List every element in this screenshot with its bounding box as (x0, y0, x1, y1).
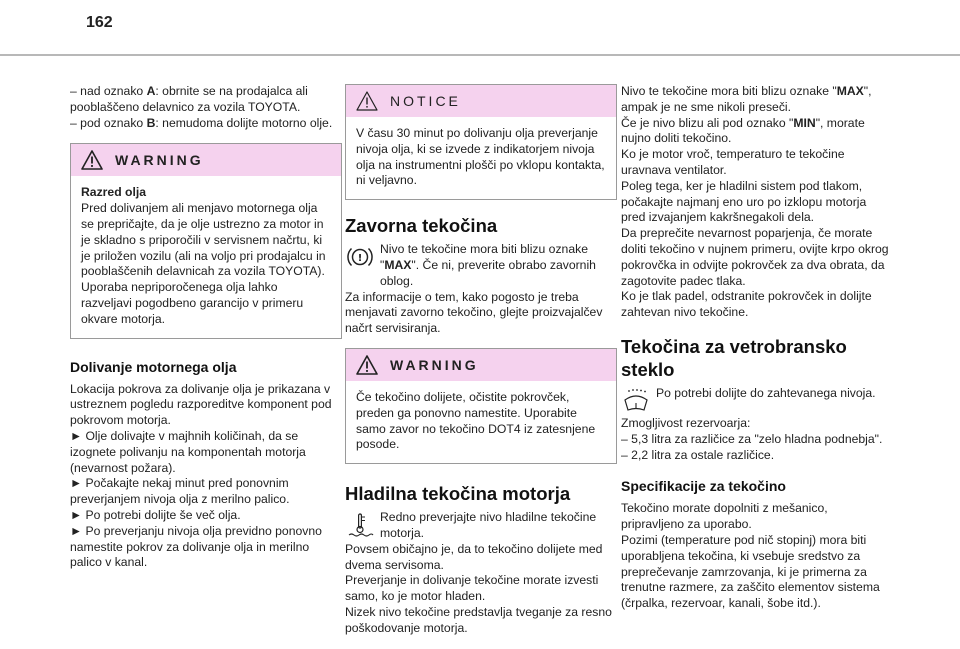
notice-title: NOTICE (390, 93, 461, 109)
oil-grade-text: Pred dolivanjem ali menjavo motornega olja se prepričajte, da je olje ustrezno za motor in je skladno s priporočili v servisnem načrtu, ki je priložen vozilu (ali na voljo pri prodajalcu in pooblaščenih delavnicah za vozila TOYOTA). Uporaba nepriporočenega olja lahko razveljavi pogodbeno garancijo v primeru okvare motorja. (81, 201, 326, 326)
notice-body (346, 117, 616, 199)
notice-triangle-icon (356, 91, 378, 111)
warning-triangle-icon (81, 150, 103, 170)
brake-warning-header (346, 349, 616, 381)
brake-warning-box (345, 348, 617, 464)
coolant-icon-para (345, 510, 617, 542)
column-2 (345, 84, 617, 637)
coolant-hot-engine-text: Ko je motor vroč, temperaturo te tekočine uravnava ventilator. Poleg tega, ker je hladilni sistem pod tlakom, počakajte najmanj eno uro po izklopu motorja pred izvajanjem kakršnegakoli dela. Da preprečite nevarnost poparjenja, če morate doliti tekočino v nujnem primeru, ovijte krpo okrog pokrovčka in odvijte pokrovček za dva obrata, da zagotovite padec tlaka. Ko je tlak padel, odstranite pokrovček in dolijte zahtevan nivo tekočine. (621, 147, 889, 320)
brake-fluid-level-text: Nivo te tekočine mora biti blizu oznake "MAX". Če ni, preverite obrabo zavornih oblog. (380, 242, 596, 288)
reservoir-capacity-text: Zmogljivost rezervoarja: – 5,3 litra za različice za "zelo hladna podnebja". – 2,2 litra za ostale različice. (621, 415, 883, 462)
engine-coolant-title: Hladilna tekočina motorja (345, 483, 571, 505)
brake-fluid-icon-para (345, 242, 617, 289)
warning-title: WARNING (115, 152, 204, 169)
warning-triangle-icon (356, 355, 378, 375)
page-number: 162 (86, 14, 113, 31)
warning-header (71, 144, 341, 176)
brake-warning-body (346, 381, 616, 463)
oil-grade-heading: Razred olja (81, 185, 147, 200)
warning-title: WARNING (390, 356, 479, 373)
coolant-min-text: Če je nivo blizu ali pod oznako "MIN", morate nujno doliti tekočino. (621, 115, 865, 146)
header-rule (0, 54, 960, 56)
column-1 (70, 84, 342, 571)
topping-up-oil-title: Dolivanje motornega olja (70, 358, 237, 375)
notice-text: V času 30 minut po dolivanju olja preverjanje nivoja olja, ki se izvede z indikatorjem nivoja olja na instrumentni plošči po vklopu kontakta, ni veljavno. (356, 126, 605, 188)
brake-fluid-info: Za informacije o tem, kako pogosto je treba menjavati zavorno tekočino, glejte proizvajalčev načrt servisiranja. (345, 289, 603, 336)
svg-text:!: ! (357, 253, 363, 265)
fluid-specification-text: Tekočino morate dopolniti z mešanico, pripravljeno za uporabo. Pozimi (temperature pod nič stopinj) mora biti uporabljena tekočina, ki vsebuje sredstvo za preprečevanje zamrzovanja, ki je primerna za trenutne razmere, za zaščito elementov sistema (črpalka, rezervoar, kanali, šobe itd.). (621, 501, 880, 611)
coolant-info: Povsem običajno je, da to tekočino dolijete med dvema servisoma. Preverjanje in dolivanje tekočine morate izvesti samo, ko je motor hladen. Nizek nivo tekočine predstavlja tveganje za resno poškodovanje motorja. (345, 541, 612, 635)
fluid-specification-title: Specifikacije za tekočino (621, 478, 786, 495)
topping-up-oil-text: Lokacija pokrova za dolivanje olja je prikazana v ustreznem pogledu razporeditve komponent pod pokrovom motorja. ► Olje dolivajte v majhnih količinah, da se izognete polivanju na komponentah motorja (nevarnost požara). ► Počakajte nekaj minut pred ponovnim preverjanjem nivoja olja z merilno palico. ► Po potrebi dolijte še več olja. ► Po preverjanju nivoja olja previdno ponovno namestite pokrov za dolivanje olja in merilno palico v kanal. (70, 381, 332, 570)
notice-box (345, 84, 617, 200)
screenwash-top-up-text: Po potrebi dolijte do zahtevanega nivoja. (656, 385, 876, 400)
screenwash-icon-para (621, 386, 893, 414)
notice-header (346, 85, 616, 117)
intro-b: – pod oznako B: nemudoma dolijte motorno olje. (70, 115, 333, 130)
coolant-check-text: Redno preverjajte nivo hladilne tekočine motorja. (380, 510, 597, 540)
coolant-max-text: Nivo te tekočine mora biti blizu oznake "MAX", ampak je ne sme nikoli preseči. (621, 84, 872, 114)
coolant-temperature-icon (345, 512, 375, 538)
brake-warning-text: Če tekočino dolijete, očistite pokrovček, preden ga ponovno namestite. Uporabite samo zavor no tekočino DOT4 iz zatesnjene posode. (356, 389, 596, 452)
warning-body (71, 176, 341, 337)
column-3 (621, 84, 893, 612)
windscreen-washer-icon (621, 388, 651, 414)
screenwash-title: Tekočina za vetrobransko steklo (621, 335, 847, 380)
intro-a: – nad oznako A: obrnite se na prodajalca ali pooblaščeno delavnico za vozila TOYOTA. (70, 84, 308, 114)
oil-warning-box (70, 143, 342, 338)
brake-fluid-title: Zavorna tekočina (345, 215, 498, 237)
brake-warning-icon (345, 244, 375, 270)
